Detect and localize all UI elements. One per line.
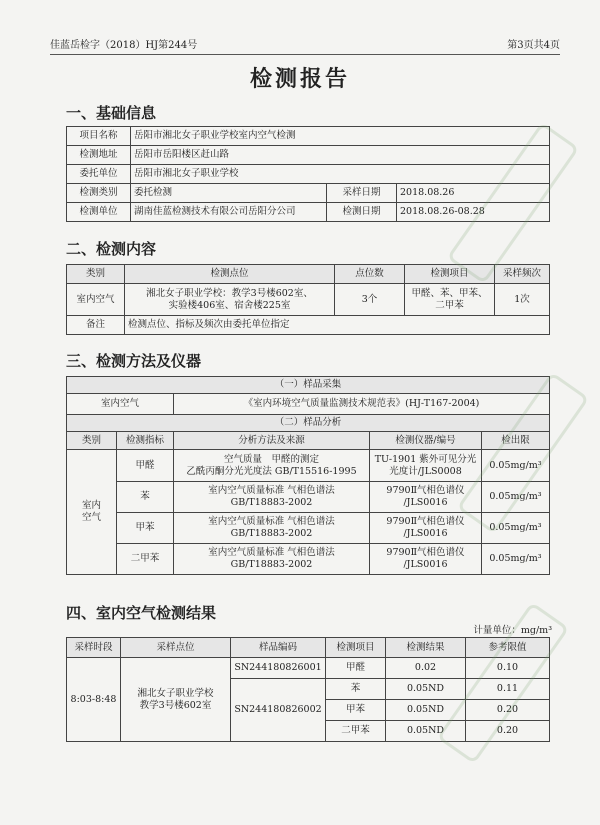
method-cell (174, 513, 370, 544)
table-header-row (67, 432, 550, 450)
points-line: 实验楼406室、宿舍楼225室 (168, 299, 291, 311)
column-header: 点位数 (335, 265, 405, 284)
cell-value: 2018.08.26 (397, 184, 550, 203)
item-cell: 二甲苯 (326, 721, 386, 742)
item-cell: 甲醛 (326, 658, 386, 679)
section-content-heading: 二、检测内容 (66, 240, 157, 258)
table-row (67, 394, 550, 415)
location-cell (121, 658, 231, 742)
result-cell: 0.02 (386, 658, 466, 679)
limit-cell: 0.05mg/m³ (482, 482, 550, 513)
table-row (67, 184, 550, 203)
frequency-cell: 1次 (495, 284, 550, 316)
table-header-row (67, 638, 550, 658)
section-results-heading: 四、室内空气检测结果 (66, 604, 217, 622)
remark-value: 检测点位、指标及频次由委托单位指定 (125, 316, 550, 335)
method-cell (174, 544, 370, 575)
cell-value: 岳阳市湘北女子职业学校室内空气检测 (131, 127, 550, 146)
limit-cell: 0.05mg/m³ (482, 513, 550, 544)
item-cell: 甲苯 (326, 700, 386, 721)
result-cell: 0.05ND (386, 721, 466, 742)
limit-cell: 0.05mg/m³ (482, 544, 550, 575)
result-cell: 0.05ND (386, 700, 466, 721)
method-table (66, 376, 550, 575)
cell-label: 检测类别 (67, 184, 131, 203)
instrument-cell (370, 544, 482, 575)
section-basic-info-heading: 一、基础信息 (66, 104, 157, 122)
column-header: 采样频次 (495, 265, 550, 284)
instrument-line: /JLS0016 (403, 559, 448, 570)
column-header: 检测点位 (125, 265, 335, 284)
count-cell: 3个 (335, 284, 405, 316)
cell-value: 岳阳市岳阳楼区赶山路 (131, 146, 550, 165)
cell-value: 2018.08.26-08.28 (397, 203, 550, 222)
category-line: 空气 (81, 512, 101, 523)
method-line: 乙酰丙酮分光光度法 GB/T15516-1995 (186, 465, 357, 477)
table-row (67, 127, 550, 146)
subsection-row (67, 415, 550, 432)
reference-cell: 0.20 (466, 721, 550, 742)
method-cell (174, 482, 370, 513)
table-row (67, 146, 550, 165)
column-header: 类别 (67, 265, 125, 284)
instrument-cell (370, 450, 482, 482)
basic-info-table (66, 126, 550, 222)
subsection-title: （二）样品分析 (67, 415, 550, 432)
indicator-cell: 二甲苯 (117, 544, 174, 575)
column-header: 检测结果 (386, 638, 466, 658)
section-method-heading: 三、检测方法及仪器 (66, 352, 202, 370)
instrument-line: TU-1901 紫外可见分光 (374, 453, 477, 465)
cell-label: 委托单位 (67, 165, 131, 184)
page-number: 第3页共4页 (507, 40, 560, 51)
method-line: 室内空气质量标准 气相色谱法 (208, 547, 335, 558)
column-header: 类别 (67, 432, 117, 450)
items-cell (405, 284, 495, 316)
table-row (67, 284, 550, 316)
location-line: 湘北女子职业学校 (137, 687, 214, 699)
items-line: 二甲苯 (435, 299, 464, 311)
table-row (67, 165, 550, 184)
indicator-cell: 甲苯 (117, 513, 174, 544)
instrument-line: 9790Ⅱ气相色谱仪 (386, 516, 465, 527)
table-row (67, 544, 550, 575)
page-title: 检测报告 (249, 67, 350, 92)
page-header (50, 36, 560, 55)
document-number: 佳蓝岳检字（2018）HJ第244号 (50, 40, 198, 51)
category-line: 室内 (81, 500, 101, 511)
column-header: 检测项目 (326, 638, 386, 658)
table-row (67, 316, 550, 335)
cell-label: 检测单位 (67, 203, 131, 222)
reference-cell: 0.20 (466, 700, 550, 721)
table-row (67, 658, 550, 679)
reference-cell: 0.11 (466, 679, 550, 700)
item-cell: 苯 (326, 679, 386, 700)
indicator-cell: 苯 (117, 482, 174, 513)
column-header: 样品编码 (231, 638, 326, 658)
sample-code-cell: SN244180826002 (231, 679, 326, 742)
column-header: 检测指标 (117, 432, 174, 450)
sample-standard: 《室内环境空气质量监测技术规范表》(HJ-T167-2004) (174, 394, 550, 415)
subsection-title: （一）样品采集 (67, 377, 550, 394)
instrument-line: 9790Ⅱ气相色谱仪 (386, 547, 465, 558)
instrument-line: 9790Ⅱ气相色谱仪 (386, 485, 465, 496)
reference-cell: 0.10 (466, 658, 550, 679)
sample-category: 室内空气 (67, 394, 174, 415)
method-cell (174, 450, 370, 482)
indicator-cell: 甲醛 (117, 450, 174, 482)
points-line: 湘北女子职业学校：教学3号楼602室、 (146, 287, 313, 299)
method-line: 室内空气质量标准 气相色谱法 (208, 516, 335, 527)
cell-label: 项目名称 (67, 127, 131, 146)
category-cell: 室内空气 (67, 284, 125, 316)
items-line: 甲醛、苯、甲苯、 (411, 287, 488, 299)
instrument-line: /JLS0016 (403, 528, 448, 539)
time-cell: 8:03-8:48 (67, 658, 121, 742)
cell-label: 检测日期 (327, 203, 397, 222)
cell-value: 委托检测 (131, 184, 327, 203)
column-header: 检测仪器/编号 (370, 432, 482, 450)
column-header: 采样时段 (67, 638, 121, 658)
method-line: GB/T18883-2002 (230, 528, 313, 539)
cell-label: 检测地址 (67, 146, 131, 165)
location-line: 教学3号楼602室 (139, 699, 212, 711)
column-header: 检出限 (482, 432, 550, 450)
cell-value: 湖南佳蓝检测技术有限公司岳阳分公司 (131, 203, 327, 222)
column-header: 检测项目 (405, 265, 495, 284)
method-line: GB/T18883-2002 (230, 559, 313, 570)
sample-code-cell: SN244180826001 (231, 658, 326, 679)
method-line: 室内空气质量标准 气相色谱法 (208, 485, 335, 496)
cell-label: 采样日期 (327, 184, 397, 203)
column-header: 参考限值 (466, 638, 550, 658)
column-header: 分析方法及来源 (174, 432, 370, 450)
category-cell (67, 450, 117, 575)
method-line: 空气质量 甲醛的测定 (223, 453, 319, 465)
points-cell (125, 284, 335, 316)
instrument-line: /JLS0016 (403, 497, 448, 508)
limit-cell: 0.05mg/m³ (482, 450, 550, 482)
method-line: GB/T18883-2002 (230, 497, 313, 508)
column-header: 采样点位 (121, 638, 231, 658)
measurement-unit: 计量单位：mg/m³ (473, 625, 552, 636)
instrument-cell (370, 513, 482, 544)
subsection-row (67, 377, 550, 394)
instrument-line: 光度计/JLS0008 (389, 465, 462, 477)
cell-value: 岳阳市湘北女子职业学校 (131, 165, 550, 184)
remark-label: 备注 (67, 316, 125, 335)
result-cell: 0.05ND (386, 679, 466, 700)
